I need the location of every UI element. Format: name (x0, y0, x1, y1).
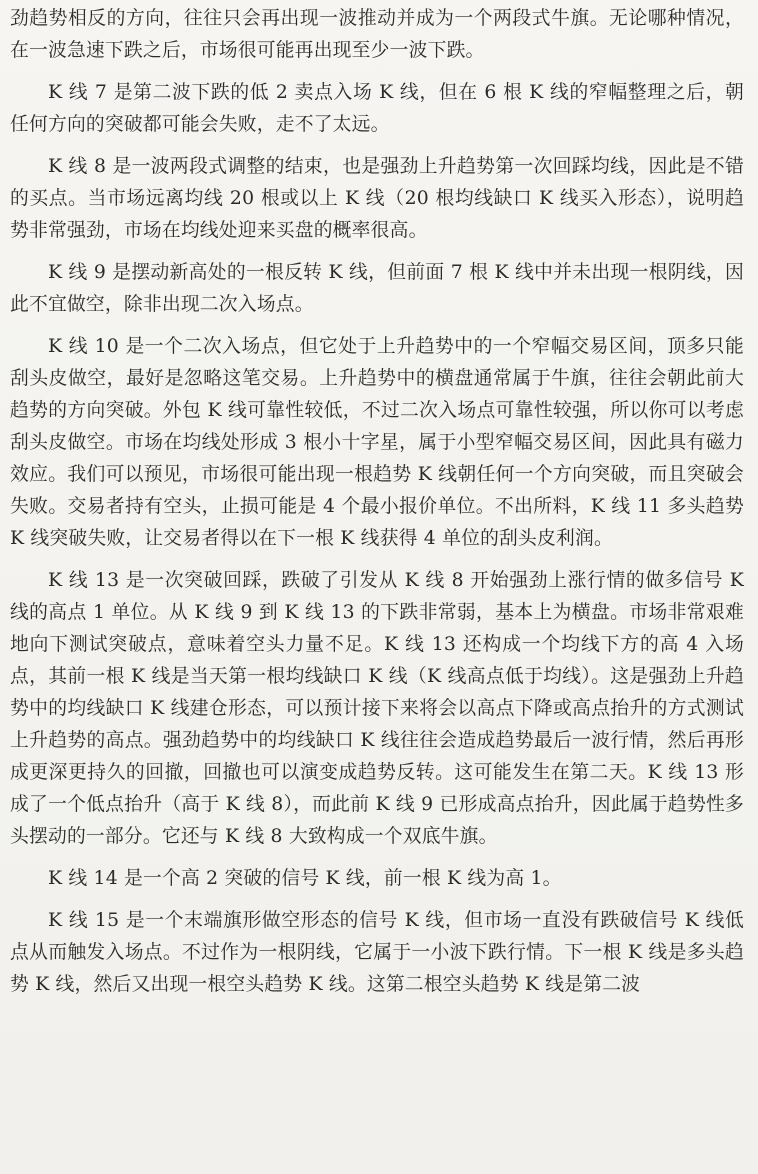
paragraph-3: K 线 8 是一波两段式调整的结束，也是强劲上升趋势第一次回踩均线，因此是不错的买点。当市场远离均线 20 根或以上 K 线（20 根均线缺口 K 线买入形态），说明趋势非常强劲，市场在均线处迎来买盘的概率很高。 (10, 156, 744, 241)
paragraph-8: K 线 15 是一个末端旗形做空形态的信号 K 线，但市场一直没有跌破信号 K 线低点从而触发入场点。不过作为一根阴线，它属于一小波下跌行情。下一根 K 线是多头趋势 K 线，然后又出现一根空头趋势 K 线。这第二根空头趋势 K 线是第二波 (10, 910, 744, 995)
paragraph-6: K 线 13 是一次突破回踩，跌破了引发从 K 线 8 开始强劲上涨行情的做多信号 K 线的高点 1 单位。从 K 线 9 到 K 线 13 的下跌非常弱，基本上为横盘。市场非常艰难地向下测试突破点，意味着空头力量不足。K 线 13 还构成一个均线下方的高 4 入场点，其前一根 K 线是当天第一根均线缺口 K 线（K 线高点低于均线）。这是强劲上升趋势中的均线缺口 K 线建仓形态，可以预计接下来将会以高点下降或高点抬升的方式测试上升趋势的高点。强劲趋势中的均线缺口 K 线往往会造成趋势最后一波行情，然后再形成更深更持久的回撤，回撤也可以演变成趋势反转。这可能发生在第二天。K 线 13 形成了一个低点抬升（高于 K 线 8），而此前 K 线 9 已形成高点抬升，因此属于趋势性多头摆动的一部分。它还与 K 线 8 大致构成一个双底牛旗。 (10, 570, 744, 847)
paragraph-2: K 线 7 是第二波下跌的低 2 卖点入场 K 线，但在 6 根 K 线的窄幅整理之后，朝任何方向的突破都可能会失败，走不了太远。 (10, 82, 744, 135)
paragraph-1: 劲趋势相反的方向，往往只会再出现一波推动并成为一个两段式牛旗。无论哪种情况，在一波急速下跌之后，市场很可能再出现至少一波下跌。 (10, 8, 744, 61)
paragraph-4: K 线 9 是摆动新高处的一根反转 K 线，但前面 7 根 K 线中并未出现一根阴线，因此不宜做空，除非出现二次入场点。 (10, 262, 744, 315)
paragraph-5: K 线 10 是一个二次入场点，但它处于上升趋势中的一个窄幅交易区间，顶多只能刮头皮做空，最好是忽略这笔交易。上升趋势中的横盘通常属于牛旗，往往会朝此前大趋势的方向突破。外包 K 线可靠性较低，不过二次入场点可靠性较强，所以你可以考虑刮头皮做空。市场在均线处形成 3 根小十字星，属于小型窄幅交易区间，因此具有磁力效应。我们可以预见，市场很可能出现一根趋势 K 线朝任何一个方向突破，而且突破会失败。交易者持有空头，止损可能是 4 个最小报价单位。不出所料，K 线 11 多头趋势 K 线突破失败，让交易者得以在下一根 K 线获得 4 单位的刮头皮利润。 (10, 336, 744, 549)
paragraph-7: K 线 14 是一个高 2 突破的信号 K 线，前一根 K 线为高 1。 (48, 868, 562, 889)
